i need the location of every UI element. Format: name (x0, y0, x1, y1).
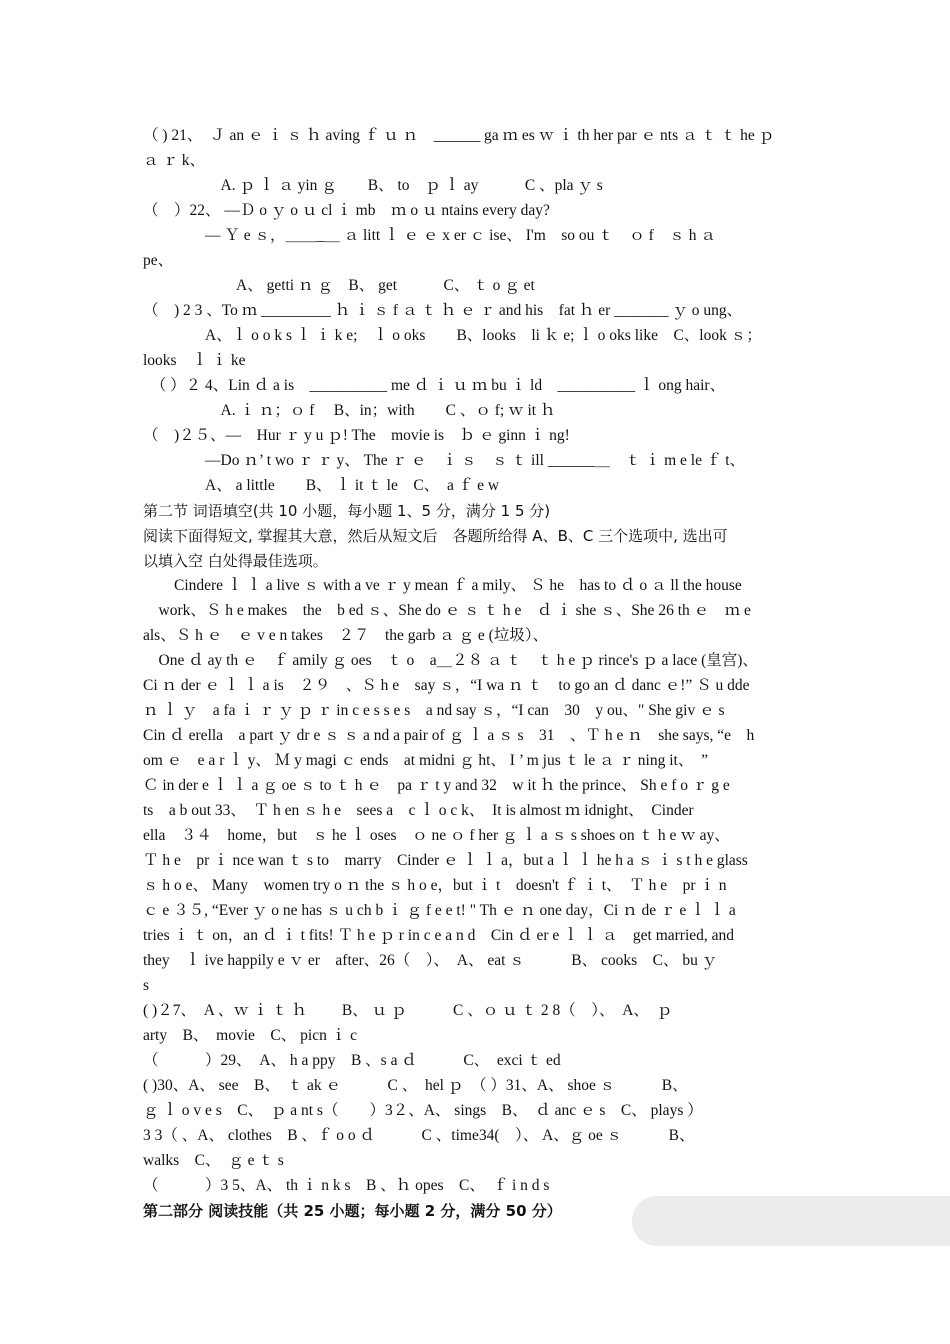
question-25-reply: —Do ｎ’ t wo ｒ ｒ y、 The ｒ ｅ ｉ ｓ ｓ ｔ ill ______＿ ｔ ｉ m e le ｆ t、 (143, 452, 746, 469)
question-24-stem: （ ）２ 4、Lin ｄ a is __________ me ｄ ｉ ｕ ｍ bu ｉ ld __________ ｌ ong hair、 (143, 377, 726, 394)
passage-line: work、Ｓ h e makes the b ed ｓ、She do ｅ ｓ ｔ h e ｄ ｉ she ｓ、She 26 th ｅ ｍ e (143, 602, 751, 619)
question-21-options: A. ｐ ｌ ａ yin ｇ B、 to ｐ ｌ ay C 、pla ｙ s (143, 177, 603, 194)
passage-line: Ｃ in der e ｌ ｌ a ｇ oe ｓ to ｔ h ｅ pa ｒ t y and 32 w it ｈ the prince、 Sh e f o ｒ g e (143, 777, 730, 794)
instructions: 阅读下面得短文, 掌握其大意，然后从短文后 各题所给得 A、B、C 三个选项中, 选出可 (143, 527, 728, 545)
section-heading: 第二节 词语填空(共 10 小题，每小题 1、5 分，满分 1 5 分) (143, 502, 551, 520)
question-21-stem: （ ) 21、 Ｊ an ｅ ｉ ｓ ｈ aving ｆ ｕ ｎ ______ ga ｍ es ｗ ｉ th her par ｅ nts ａ ｔ ｔ he ｐ (143, 127, 775, 144)
passage-line: they ｌ ive happily e ｖ er after、26（ ）、 A、 eat ｓ B、 cooks C、 bu ｙ (143, 952, 718, 969)
answer-options: 3 3（ 、A、 clothes B 、ｆ o o ｄ C 、time34( ）、 A、ｇ oe ｓ B、 (143, 1127, 695, 1144)
passage-line: Cindere ｌ ｌ a live ｓ with a ve ｒ y mean ｆ a mily、 Ｓ he has to ｄ o ａ ll the house (143, 577, 742, 594)
passage-line: om ｅ e a r ｌ y、 Ｍ y magi ｃ ends at midni ｇ ht、 I ’ m jus ｔ le ａ ｒ ning it、 ” (143, 752, 708, 769)
question-25-options: A、 a little B、 ｌ it ｔ le C、 a ｆ e w (143, 477, 500, 494)
answer-options: （ ）3 5、A、 th ｉ n k s B 、ｈ opes C、 ｆ i n d s (143, 1177, 550, 1194)
question-21-stem-cont: ａ ｒ k、 (143, 152, 206, 169)
answer-options: （ ）29、 A、 h a ppy B 、s a ｄ C、 exci ｔ ed (143, 1052, 561, 1069)
passage-line: s (143, 977, 150, 994)
passage-line: ｓ h o e、 Many women try o ｎ the ｓ h o e，but ｉ t doesn't ｆ ｉ t、 Ｔ h e pr ｉ n (143, 877, 727, 894)
question-25-stem: （ )２５、— Hur ｒ y u ｐ! The movie is ｂ ｅ ginn ｉ ng! (143, 427, 570, 444)
passage-line: ｎ ｌ ｙ a fa ｉ ｒ ｙ ｐ ｒ in c e s s e s a nd say ｓ，“I can 30 y ou、" She giv ｅ s (143, 702, 725, 719)
passage-line: ella ３４ home，but ｓ he ｌ oses ｏ ne ｏ f her ｇ ｌ a ｓ s shoes on ｔ h e ｗ ay、 (143, 827, 730, 844)
passage-line: ｃ e ３５, “Ever ｙ o ne has ｓ u ch b ｉ ｇ f e e t! " Th ｅ ｎ one day，Ci ｎ de ｒ e ｌ ｌ a (143, 902, 736, 919)
passage-line: tries ｉ ｔ on，an ｄ ｉ t fits! Ｔ h e ｐ r in c e a n d Cin ｄ er e ｌ ｌ ａ get married, and (143, 927, 735, 944)
floating-pill-overlay (632, 1196, 950, 1246)
question-22-options: A、 getti ｎ ｇ B、 get C、 ｔ o ｇ et (143, 277, 535, 294)
answer-options: arty B、 movie C、 picn ｉ c (143, 1027, 357, 1044)
passage-line: One ｄ ay th ｅ ｆ amily ｇ oes ｔ o a＿２８ ａ ｔ ｔ h e ｐ rince's ｐ a lace (皇宫)、 (143, 652, 758, 669)
passage-line: ts a b out 33、 Ｔ h en ｓ h e sees a c ｌ o c k、 It is almost ｍ idnight、 Cinder (143, 802, 694, 819)
question-22-answer: — Ｙ e ｓ，＿＿_＿ ａ litt ｌ ｅ ｅ x er ｃ ise、 I'm so ou ｔ ｏ f ｓ h ａ (143, 227, 716, 244)
passage-line: Cin ｄ erella a part ｙ dr e ｓ ｓ a nd a pair of ｇ ｌ a ｓ s 31 、Ｔ h e ｎ she says, “e h (143, 727, 755, 744)
part-two-heading: 第二部分 阅读技能（共 25 小题；每小题 2 分，满分 50 分） (143, 1202, 562, 1220)
question-23-options: A、ｌ o o k s ｌ ｉ k e; ｌ o oks B、looks li ｋ e; ｌ o oks like C、look ｓ； (143, 327, 762, 344)
passage-line: als、Ｓ h ｅ ｅ v e n takes ２７ the garb ａ ｇ e (垃圾）、 (143, 627, 549, 644)
answer-options: ( )２7、 A 、ｗ ｉ ｔ ｈ B、 ｕ ｐ C 、ｏ ｕ ｔ 2 8（ ）、 A、 ｐ (143, 1002, 673, 1019)
question-23-options-cont: looks ｌ ｉ ke (143, 352, 246, 369)
question-24-options: A. ｉ ｎ；ｏ f B、in；with C 、ｏ f; ｗ it ｈ (143, 402, 556, 419)
passage-line: Ci ｎ der ｅ ｌ ｌ a is ２９ 、Ｓ h e say ｓ，“I wa ｎ ｔ to go an ｄ danc ｅ!” Ｓ u dde (143, 677, 750, 694)
question-22-stem: （ ）22、 —Ｄ o ｙ o ｕ cl ｉ mb ｍ o ｕ ntains every day? (143, 202, 550, 219)
answer-options: ｇ ｌ o v e s C、 ｐ a nt s（ ）3２、A、 sings B、 ｄ anc ｅ s C、 plays ） (143, 1102, 703, 1119)
question-22-answer-cont: pe、 (143, 252, 174, 269)
answer-options: walks C、 ｇ e ｔ s (143, 1152, 284, 1169)
instructions-cont: 以填入空 白处得最佳选项。 (143, 552, 328, 570)
answer-options: ( )30、A、 see B、 ｔ ak ｅ C 、 hel ｐ （ ）31、A、 shoe ｓ B、 (143, 1077, 688, 1094)
question-23-stem: （ ) 2 3 、To ｍ _________ ｈ ｉ ｓ f ａ ｔ ｈ ｅ ｒ and his fat ｈ er _______ ｙ o ung、 (143, 302, 743, 319)
passage-line: Ｔ h e pr ｉ nce wan ｔ s to marry Cinder ｅ ｌ ｌ a，but a ｌ ｌ he h a ｓ ｉ s t h e glass (143, 852, 748, 869)
